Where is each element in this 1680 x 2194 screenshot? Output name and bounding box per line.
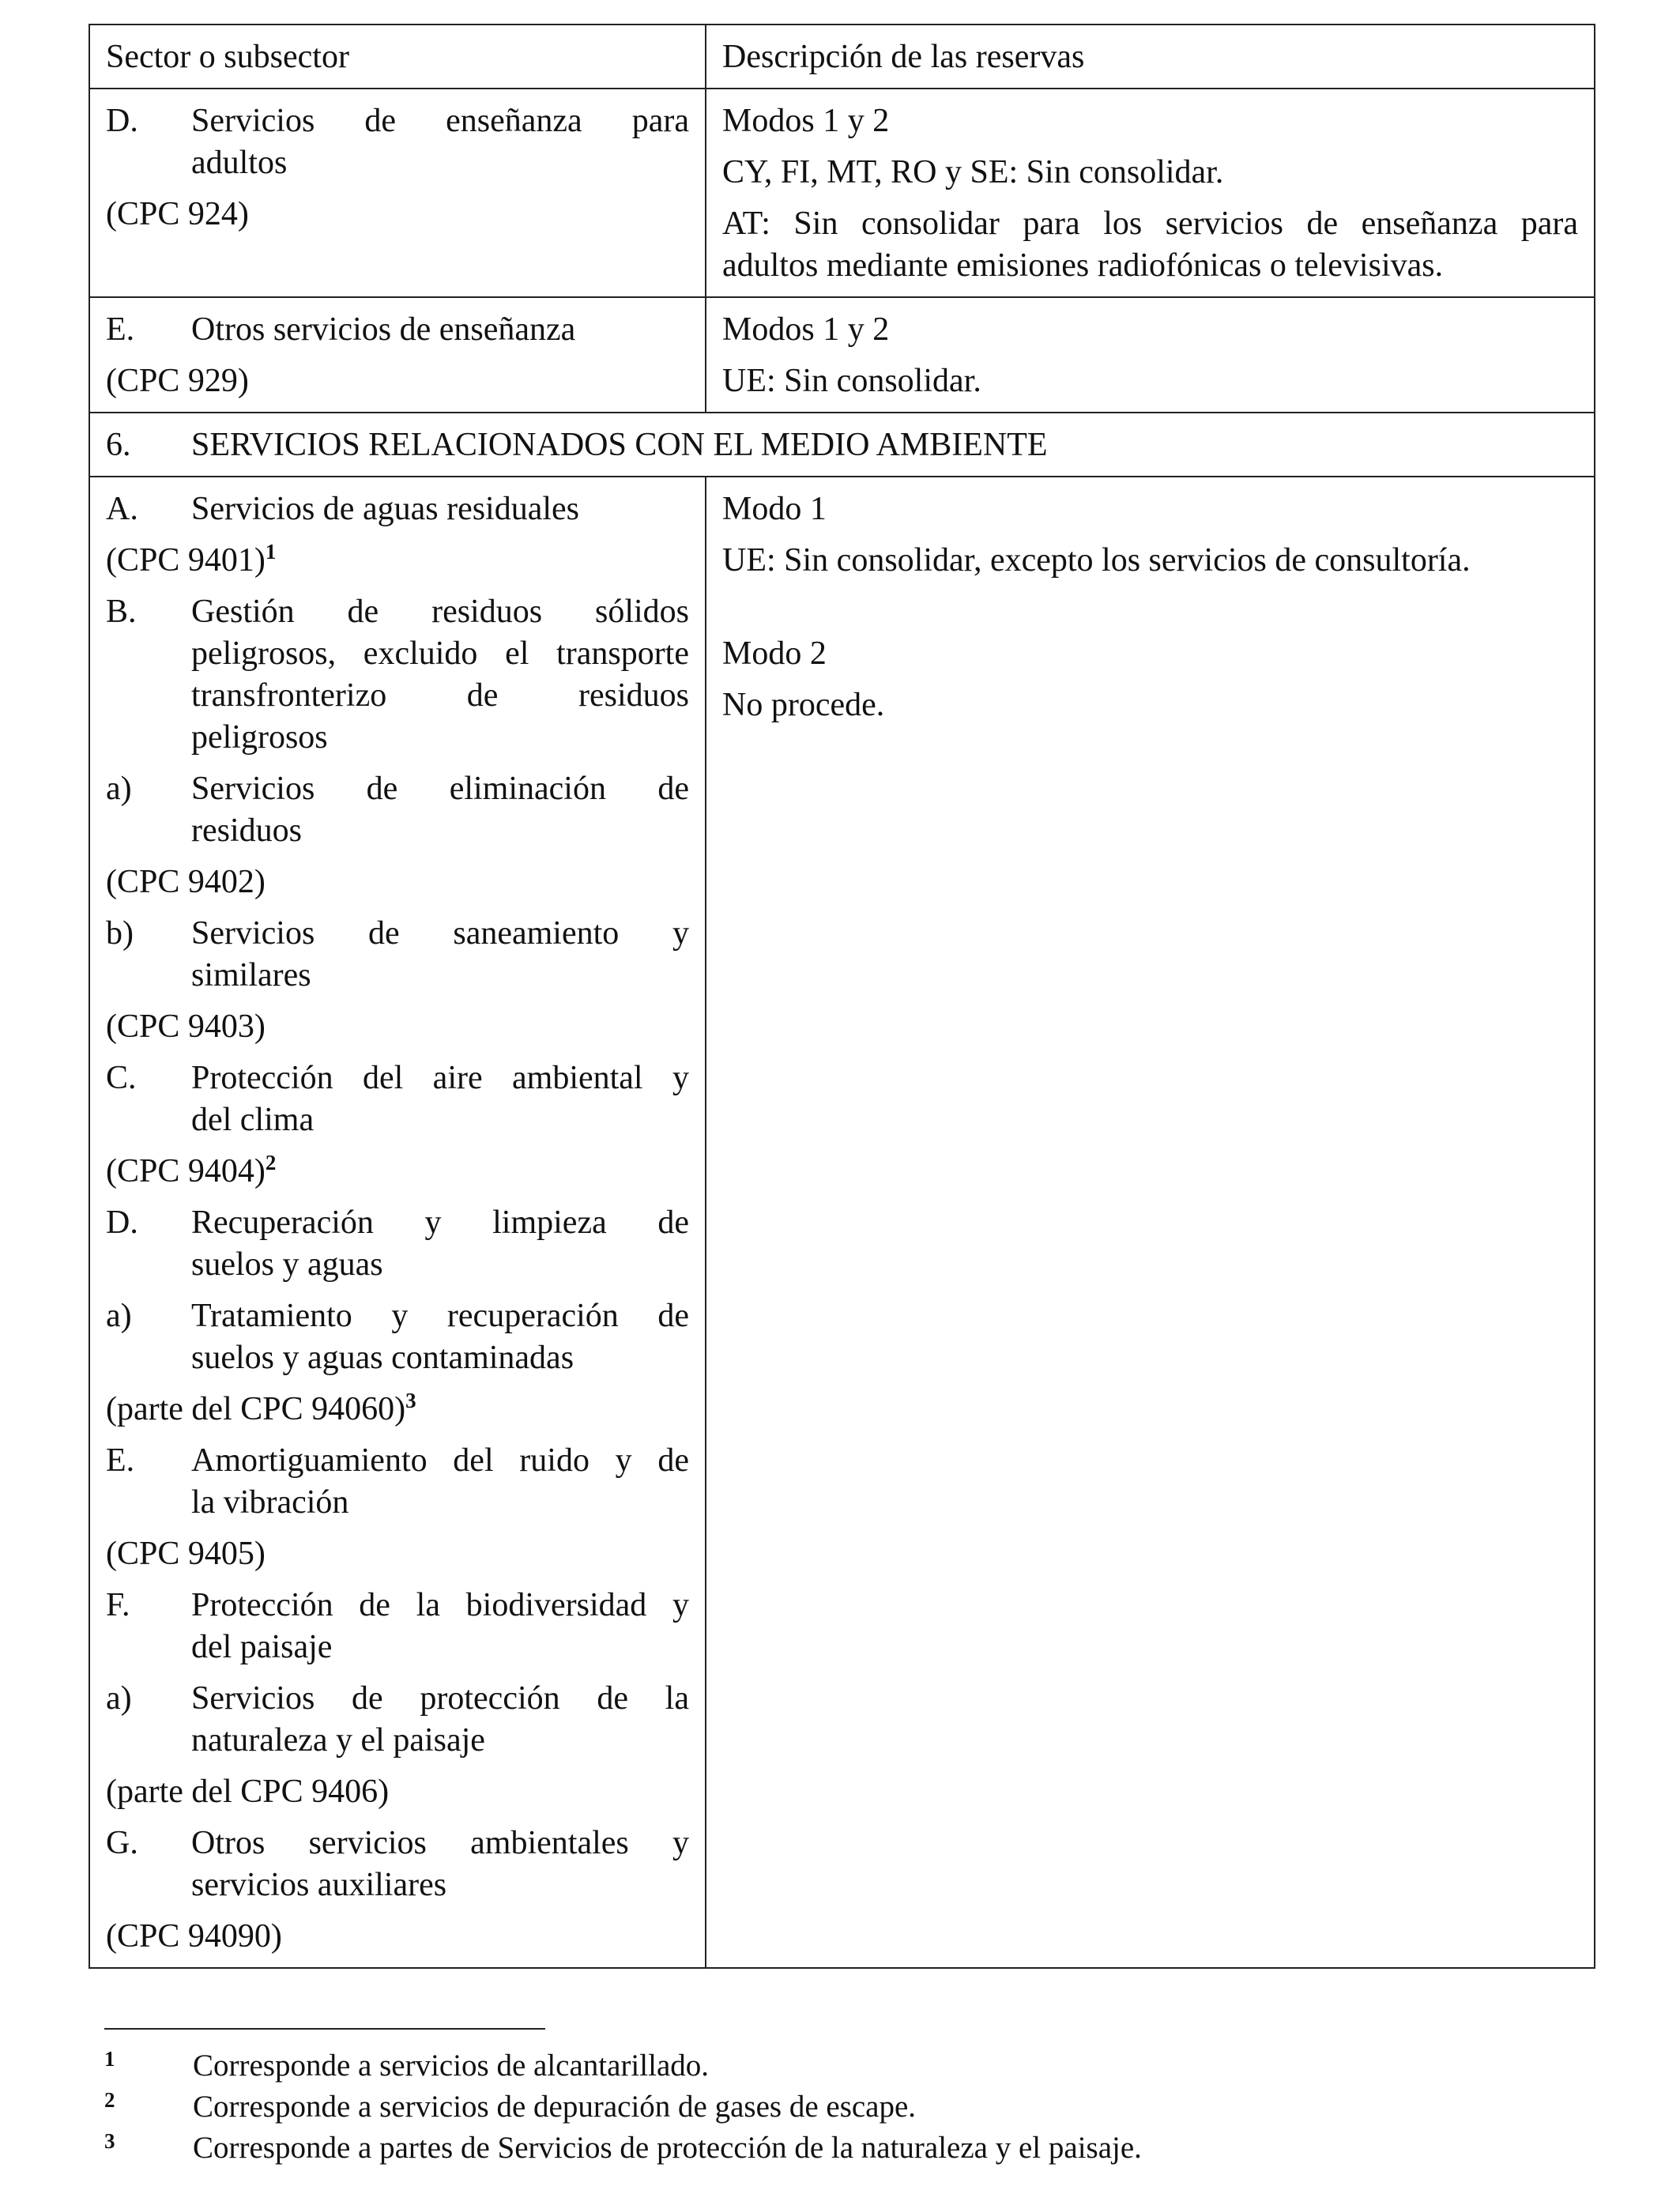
- reservation-line: AT: Sin consolidar para los servicios de enseñanza para: [722, 205, 1578, 242]
- table-row: [89, 89, 1595, 297]
- reservation-text: No procede.: [722, 687, 885, 723]
- section-row: [89, 413, 1595, 477]
- item-text-last: suelos y aguas: [191, 1246, 383, 1283]
- footnotes: [104, 2045, 1590, 2169]
- list-item: [106, 913, 689, 997]
- item-text-line: Recuperación y limpieza de: [191, 1204, 689, 1241]
- list-item: [106, 591, 689, 759]
- item-text: [191, 1057, 689, 1141]
- item-text-line: Gestión de residuos sólidos peligrosos, excluido el transporte transfronterizo de residuos: [191, 594, 689, 714]
- item-label: E.: [106, 311, 135, 348]
- item-text: [191, 1678, 689, 1762]
- item-text: Servicios de aguas residuales: [191, 491, 580, 527]
- item-text: [191, 913, 689, 997]
- footnote: [104, 2045, 1590, 2087]
- cpc-code-text: (CPC 9401): [106, 542, 266, 579]
- header-sector: [89, 25, 706, 89]
- cpc-code: (parte del CPC 9406): [106, 1774, 390, 1810]
- list-item: [106, 1823, 689, 1906]
- reservation-text: [722, 203, 1578, 287]
- list-item: [106, 1057, 689, 1141]
- item-text-last: residuos: [191, 812, 302, 849]
- section-title: SERVICIOS RELACIONADOS CON EL MEDIO AMBIENTE: [191, 427, 1048, 463]
- spacer: [722, 582, 1578, 624]
- cpc-code: (CPC 9402): [106, 864, 266, 900]
- item-text: [191, 1823, 689, 1906]
- item-text: [191, 768, 689, 852]
- cpc-code-text: (parte del CPC 94060): [106, 1391, 406, 1427]
- item-text-last: suelos y aguas contaminadas: [191, 1340, 574, 1376]
- mode-heading: Modo 2: [722, 635, 827, 672]
- item-text-last: peligrosos: [191, 719, 328, 756]
- footnote-divider: [104, 2028, 545, 2030]
- footnote-ref[interactable]: 3: [405, 1389, 416, 1412]
- reservation-line-last: adultos mediante emisiones radiofónicas o televisivas.: [722, 247, 1444, 284]
- item-text-line: Servicios de saneamiento y: [191, 915, 689, 952]
- item-label: b): [106, 915, 134, 952]
- item-label: E.: [106, 1442, 135, 1479]
- item-text-last: adultos: [191, 145, 288, 181]
- cpc-code: (CPC 929): [106, 363, 249, 399]
- list-item: [106, 1202, 689, 1286]
- item-text: Otros servicios de enseñanza: [191, 311, 576, 348]
- list-item: [106, 100, 689, 184]
- footnote-number: 3: [104, 2129, 115, 2153]
- table-row: [89, 477, 1595, 1968]
- item-text-last: naturaleza y el paisaje: [191, 1722, 485, 1759]
- description-cell: [706, 477, 1595, 1968]
- list-item: [106, 488, 689, 530]
- table-header-row: [89, 25, 1595, 89]
- cpc-code: (CPC 94090): [106, 1918, 282, 1955]
- section-cell: [89, 413, 1595, 477]
- list-item: [106, 1678, 689, 1762]
- item-text: [191, 1202, 689, 1286]
- reservation-text: CY, FI, MT, RO y SE: Sin consolidar.: [722, 154, 1224, 190]
- description-cell: [706, 89, 1595, 297]
- cpc-code: [106, 1151, 689, 1193]
- header-description: [706, 25, 1595, 89]
- header-description-label: Descripción de las reservas: [722, 39, 1085, 75]
- cpc-code: (CPC 924): [106, 196, 249, 232]
- cpc-code: (CPC 9403): [106, 1008, 266, 1045]
- description-cell: [706, 297, 1595, 413]
- sector-cell: [89, 89, 706, 297]
- item-label: C.: [106, 1060, 137, 1096]
- reservations-table: [89, 24, 1595, 1969]
- cpc-code: [106, 540, 689, 582]
- footnote-ref[interactable]: 1: [265, 540, 277, 564]
- modes-heading: Modos 1 y 2: [722, 311, 890, 348]
- table-row: [89, 297, 1595, 413]
- item-label: D.: [106, 103, 138, 139]
- item-text: [191, 1440, 689, 1524]
- item-text-line: Protección del aire ambiental y: [191, 1060, 689, 1096]
- item-text-last: del paisaje: [191, 1629, 333, 1665]
- item-label: F.: [106, 1587, 130, 1623]
- item-label: a): [106, 1298, 132, 1334]
- reservation-text: UE: Sin consolidar.: [722, 363, 981, 399]
- section-heading: [106, 424, 1578, 466]
- item-text-last: servicios auxiliares: [191, 1867, 447, 1903]
- list-item: [106, 768, 689, 852]
- item-label: A.: [106, 491, 138, 527]
- item-text-line: Tratamiento y recuperación de: [191, 1298, 689, 1334]
- list-item: [106, 1440, 689, 1524]
- cpc-code-text: (CPC 9404): [106, 1153, 266, 1189]
- cpc-code: [106, 1389, 689, 1431]
- item-text-line: Servicios de protección de la: [191, 1680, 689, 1717]
- footnote: [104, 2087, 1590, 2128]
- item-text: [191, 591, 689, 759]
- item-text-last: similares: [191, 957, 311, 993]
- item-text-line: Amortiguamiento del ruido y de: [191, 1442, 689, 1479]
- sector-cell: [89, 477, 706, 1968]
- item-text-line: Servicios de enseñanza para: [191, 103, 689, 139]
- item-text-line: Servicios de eliminación de: [191, 771, 689, 807]
- list-item: [106, 309, 689, 351]
- item-text-line: Otros servicios ambientales y: [191, 1825, 689, 1861]
- mode-heading: Modo 1: [722, 491, 827, 527]
- reservation-text: UE: Sin consolidar, excepto los servicios de consultoría.: [722, 542, 1471, 579]
- item-label: a): [106, 1680, 132, 1717]
- item-text: [191, 1585, 689, 1668]
- item-text-last: la vibración: [191, 1484, 349, 1521]
- item-text: [191, 100, 689, 184]
- item-label: D.: [106, 1204, 138, 1241]
- header-sector-label: Sector o subsector: [106, 39, 349, 75]
- item-text: [191, 1295, 689, 1379]
- item-text-line: Protección de la biodiversidad y: [191, 1587, 689, 1623]
- item-label: B.: [106, 594, 137, 630]
- sector-cell: [89, 297, 706, 413]
- section-number: 6.: [106, 427, 131, 463]
- footnote-text: Corresponde a servicios de alcantarillado.: [193, 2049, 710, 2083]
- footnote-text: Corresponde a servicios de depuración de gases de escape.: [193, 2090, 917, 2124]
- item-label: a): [106, 771, 132, 807]
- list-item: [106, 1585, 689, 1668]
- footnote-number: 2: [104, 2088, 115, 2112]
- footnote-text: Corresponde a partes de Servicios de protección de la naturaleza y el paisaje.: [193, 2131, 1142, 2165]
- footnote: [104, 2128, 1590, 2169]
- footnote-number: 1: [104, 2047, 115, 2071]
- cpc-code: (CPC 9405): [106, 1536, 266, 1572]
- item-text-last: del clima: [191, 1102, 315, 1138]
- footnote-ref[interactable]: 2: [265, 1151, 277, 1174]
- modes-heading: Modos 1 y 2: [722, 103, 890, 139]
- list-item: [106, 1295, 689, 1379]
- item-label: G.: [106, 1825, 138, 1861]
